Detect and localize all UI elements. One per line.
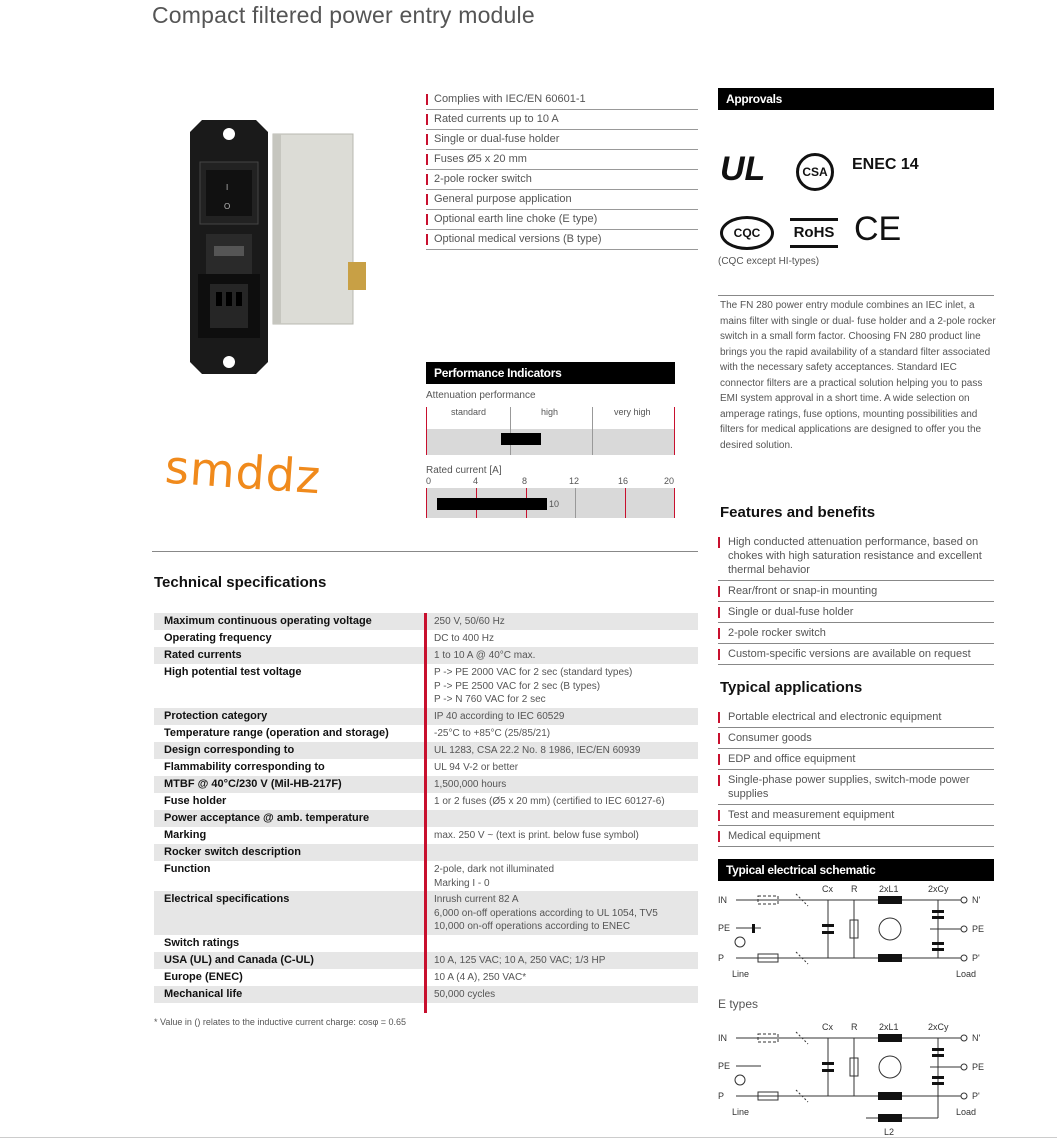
schematic-standard [716,880,996,985]
application-item: Medical equipment [718,826,994,847]
current-ticks [426,476,675,488]
tech-spec-title: Technical specifications [154,574,327,591]
feature-item: Single or dual-fuse holder [718,602,994,623]
product-image [188,112,388,387]
tech-spec-label: Fuse holder [164,795,227,807]
ce-logo: CE [854,210,902,248]
tech-spec-label: Switch ratings [164,937,240,949]
summary-item: Rated currents up to 10 A [426,110,698,130]
label-cx: Cx [822,884,833,894]
label-l1: 2xL1 [879,1022,899,1032]
feature-item: 2-pole rocker switch [718,623,994,644]
tech-red-line [424,613,427,1013]
label-line: Line [732,969,750,979]
applications-title: Typical applications [720,679,863,696]
tech-spec-label: Operating frequency [164,632,272,644]
application-item: Test and measurement equipment [718,805,994,826]
summary-item: Complies with IEC/EN 60601-1 [426,90,698,110]
svg-text:O: O [224,202,231,211]
tech-spec-value: UL 1283, CSA 22.2 No. 8 1986, IEC/EN 60939 [434,745,641,756]
features-list [718,532,994,665]
summary-item: Fuses Ø5 x 20 mm [426,150,698,170]
feature-item: Rear/front or snap-in mounting [718,581,994,602]
page-title: Compact filtered power entry module [152,2,535,28]
tech-spec-label: Design corresponding to [164,744,295,756]
label-load: Load [956,1107,977,1117]
tech-spec-value: IP 40 according to IEC 60529 [434,711,565,722]
tech-spec-value: Inrush current 82 A 6,000 on-off operations according to UL 1054, TV5 10,000 on-off operations according to ENEC [434,894,658,932]
tech-spec-value: 2-pole, dark not illuminated Marking I - 0 [434,864,555,889]
tick-label: 20 [664,476,675,486]
enec-logo: ENEC 14 [852,156,919,173]
tech-spec-label: Flammability corresponding to [164,761,325,773]
label-cy: 2xCy [928,884,949,894]
tech-spec-label: MTBF @ 40°C/230 V (Mil-HB-217F) [164,778,342,790]
tech-spec-value: 50,000 cycles [434,989,496,1000]
attenuation-label: Attenuation performance [426,390,536,401]
watermark: smddz [163,439,324,505]
rated-current-label: Rated current [A] [426,465,502,476]
application-item: EDP and office equipment [718,749,994,770]
tech-spec-label: Rocker switch description [164,846,301,858]
tech-spec-value: P -> PE 2000 VAC for 2 sec (standard types) P -> PE 2500 VAC for 2 sec (B types) P -> N 760 VAC for 2 sec [434,667,633,705]
csa-logo: CSA [796,153,834,191]
summary-item: Optional medical versions (B type) [426,230,698,250]
level-very-high: very high [614,407,651,417]
label-n-out: N' [972,1033,981,1043]
application-item: Single-phase power supplies, switch-mode power supplies [718,770,994,805]
label-load: Load [956,969,977,979]
label-p: P [718,953,725,963]
page-bottom-line [0,1137,1057,1138]
tech-spec-value: 1,500,000 hours [434,779,507,790]
tech-spec-value: 10 A (4 A), 250 VAC* [434,972,527,983]
tech-spec-label: Temperature range (operation and storage) [164,727,389,739]
tick-label: 12 [569,476,580,486]
svg-text:I: I [226,183,229,192]
label-n-out: N' [972,895,981,905]
schematic-header: Typical electrical schematic [718,859,994,881]
feature-summary-list [426,90,698,250]
current-bar [437,498,547,510]
approvals-header: Approvals [718,88,994,110]
schematic-e-type [716,1018,996,1138]
tech-spec-value: -25°C to +85°C (25/85/21) [434,728,551,739]
tech-spec-value: DC to 400 Hz [434,633,495,644]
tech-spec-label: USA (UL) and Canada (C-UL) [164,954,314,966]
tech-spec-label: Marking [164,829,207,841]
label-pe: PE [718,923,731,933]
level-high: high [541,407,559,417]
label-pe: PE [718,1061,731,1071]
label-p-out: P' [972,1091,980,1101]
tick-label: 16 [618,476,629,486]
tech-spec-label: Maximum continuous operating voltage [164,615,372,627]
features-title: Features and benefits [720,504,876,521]
summary-item: General purpose application [426,190,698,210]
performance-panel [426,362,675,518]
label-cy: 2xCy [928,1022,949,1032]
label-line: Line [732,1107,750,1117]
tech-spec-label: Power acceptance @ amb. temperature [164,812,370,824]
label-pe-out: PE [972,924,985,934]
attenuation-marker [501,433,541,445]
label-l1: 2xL1 [879,884,899,894]
tech-spec-label: High potential test voltage [164,666,302,678]
tech-footnote: * Value in () relates to the inductive current charge: cosφ = 0.65 [154,1017,407,1027]
approvals-note: (CQC except HI-types) [718,256,820,267]
application-item: Portable electrical and electronic equipment [718,707,994,728]
attenuation-scale [426,407,675,455]
tick-label: 4 [473,476,479,486]
label-p: P [718,1091,725,1101]
applications-list [718,707,994,847]
label-in: IN [718,1033,727,1043]
label-r: R [851,884,858,894]
e-types-label: E types [718,997,759,1011]
label-in: IN [718,895,727,905]
feature-item: High conducted attenuation performance, based on chokes with high saturation resistance and excellent thermal behavior [718,532,994,581]
summary-item: Single or dual-fuse holder [426,130,698,150]
tech-spec-value: 10 A, 125 VAC; 10 A, 250 VAC; 1/3 HP [434,955,606,966]
tech-spec-value: UL 94 V-2 or better [434,762,519,773]
tech-spec-value: 1 to 10 A @ 40°C max. [434,650,536,661]
tech-spec-label: Function [164,863,211,875]
current-scale [426,488,675,518]
tech-spec-label: Mechanical life [164,988,243,1000]
tech-spec-label: Protection category [164,710,268,722]
cqc-logo: CQC [720,216,774,250]
label-l2: L2 [884,1127,895,1137]
description: The FN 280 power entry module combines an IEC inlet, a mains filter with single or dual- fuse holder and a 2-pole rocker switch in a small form factor. Choosing FN 280 product line brings you the rapid availability of a standard filter associated with the necessary safety acceptances. Standard IEC connector filters are a practical solution helping you to pass EMI system approval in a short time. A wide selection on amperage ratings, fuse options, mounting possibilities and filters for medical applications are designed to offer you the desired solution. [720,300,996,451]
tech-spec-label: Electrical specifications [164,893,290,905]
ul-logo: UL [720,150,766,188]
tech-spec-value: 1 or 2 fuses (Ø5 x 20 mm) (certified to IEC 60127-6) [434,796,665,807]
rohs-logo: RoHS [790,218,838,248]
tech-spec-value: max. 250 V ~ (text is print. below fuse symbol) [434,830,639,841]
level-standard: standard [451,407,487,417]
tech-spec-value: 250 V, 50/60 Hz [434,616,505,627]
tick-label: 0 [426,476,432,486]
label-pe-out: PE [972,1062,985,1072]
approvals-panel [718,88,994,296]
approval-logos [718,110,994,248]
summary-item: Optional earth line choke (E type) [426,210,698,230]
performance-header: Performance Indicators [426,362,675,384]
divider [152,551,698,552]
current-bar-label: 10 [549,499,560,509]
label-p-out: P' [972,953,980,963]
summary-item: 2-pole rocker switch [426,170,698,190]
label-cx: Cx [822,1022,833,1032]
tick-label: 8 [522,476,528,486]
feature-item: Custom-specific versions are available on request [718,644,994,665]
tech-spec-label: Rated currents [164,649,242,661]
label-r: R [851,1022,858,1032]
application-item: Consumer goods [718,728,994,749]
tech-spec-label: Europe (ENEC) [164,971,243,983]
